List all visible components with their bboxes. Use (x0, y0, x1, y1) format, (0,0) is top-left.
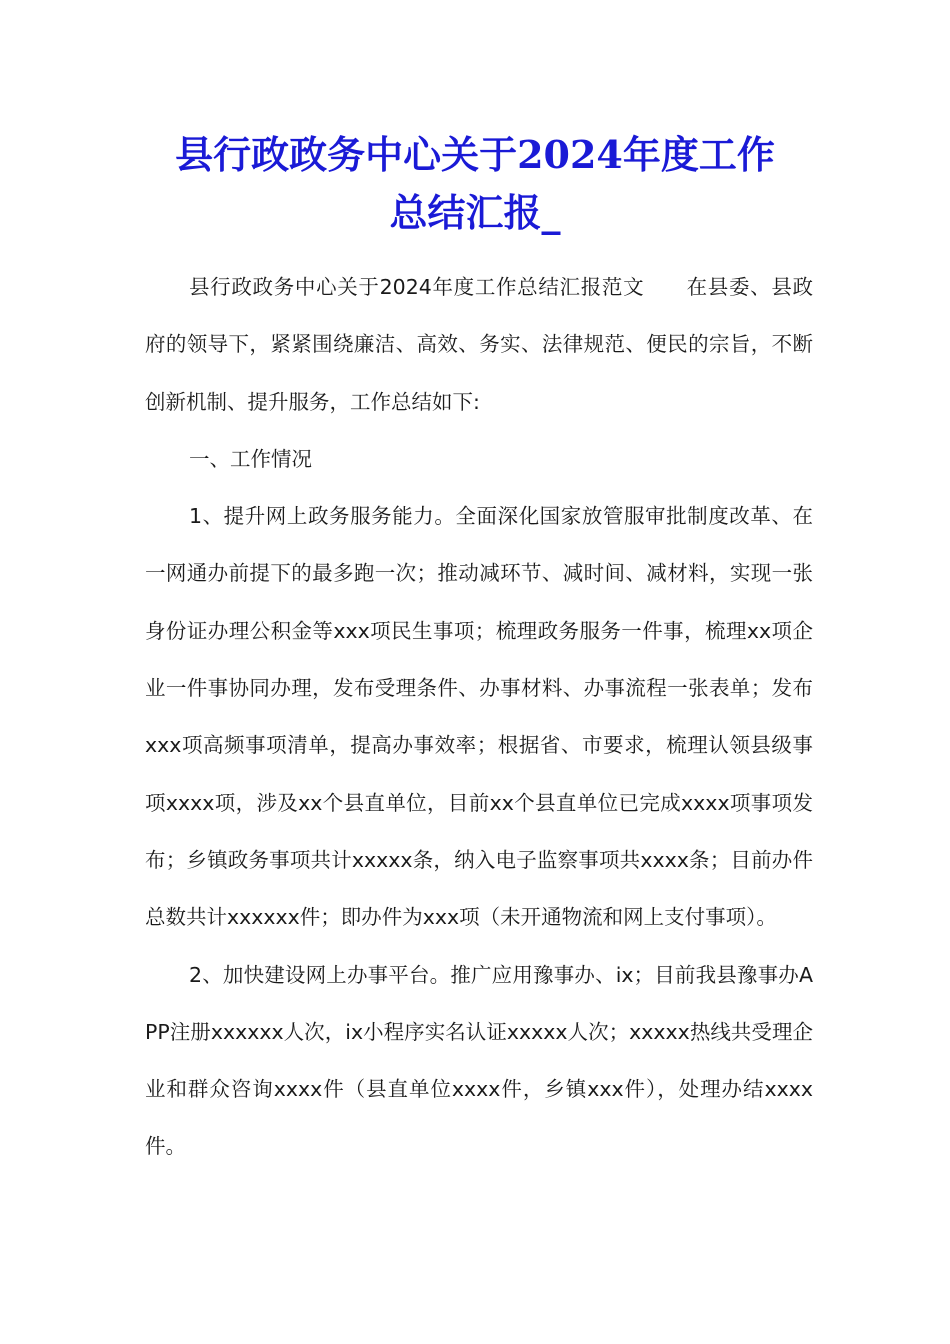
paragraph-item-2: 2、加快建设网上办事平台。推广应用豫事办、ix；目前我县豫事办APP注册xxxxxx人次，ix小程序实名认证xxxxx人次；xxxxx热线共受理企业和群众咨询xxxx件（县直单位xxxx件，乡镇xxx件），处理办结xxxx件。 (145, 962, 813, 1159)
paragraph-intro: 县行政政务中心关于2024年度工作总结汇报范文 在县委、县政府的领导下，紧紧围绕廉洁、高效、务实、法律规范、便民的宗旨，不断创新机制、提升服务，工作总结如下: (145, 275, 813, 414)
paragraph-item-1: 1、提升网上政务服务能力。全面深化国家放管服审批制度改革、在一网通办前提下的最多跑一次；推动减环节、减时间、减材料，实现一张身份证办理公积金等xxx项民生事项；梳理政务服务一件事，梳理xx项企业一件事协同办理，发布受理条件、办事材料、办事流程一张表单；发布xxx项高频事项清单，提高办事效率；根据省、市要求，梳理认领县级事项xxxx项，涉及xx个县直单位，目前xx个县直单位已完成xxxx项事项发布；乡镇政务事项共计xxxxx条，纳入电子监察事项共xxxx条；目前办件总数共计xxxxxx件；即办件为xxx项（未开通物流和网上支付事项）。 (145, 504, 813, 930)
document-body (145, 259, 813, 1176)
title-line-1: 县行政政务中心关于2024年度工作 (175, 132, 775, 177)
document-title (100, 126, 850, 242)
section-heading: 一、工作情况 (189, 446, 312, 471)
title-line-2: 总结汇报_ (389, 190, 561, 235)
